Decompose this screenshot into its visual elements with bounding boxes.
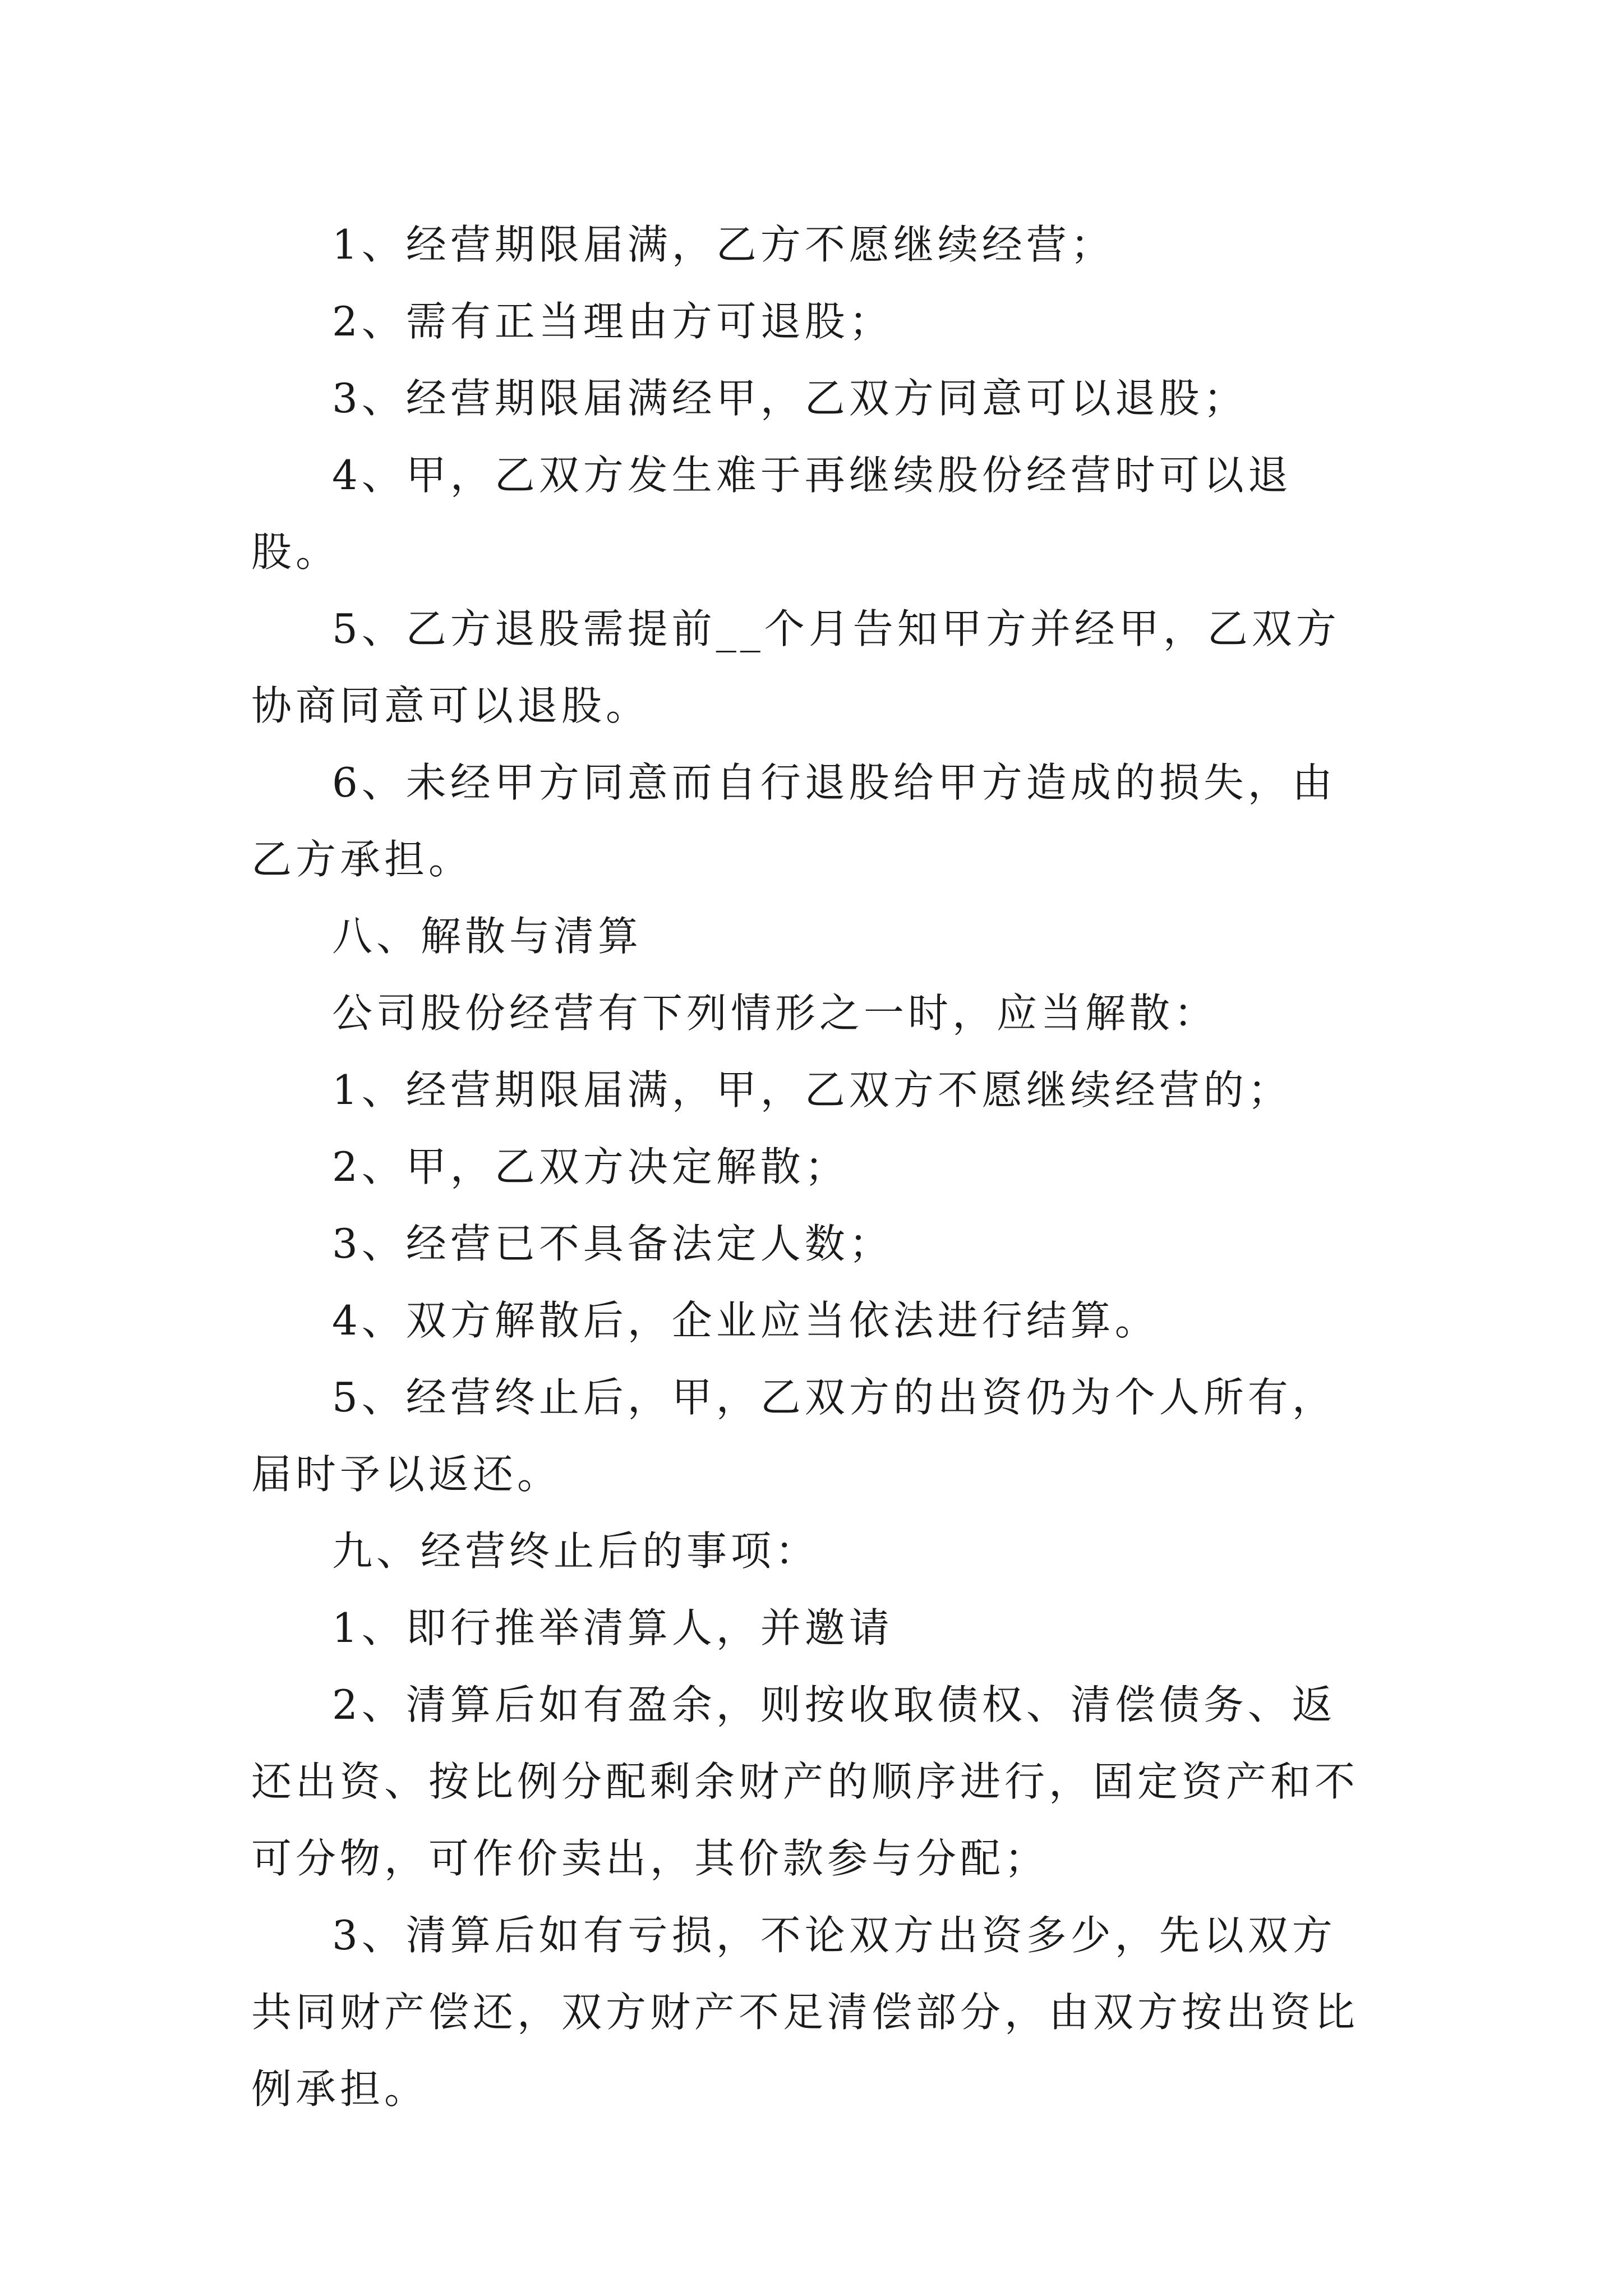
document-body: [251, 206, 1378, 2128]
clause-paragraph: 公司股份经营有下列情形之一时，应当解散：: [332, 990, 1219, 1037]
clause-paragraph: 2、甲，乙双方决定解散；: [332, 1143, 849, 1190]
clause-paragraph: 6、未经甲方同意而自行退股给甲方造成的损失，由乙方承担。: [251, 759, 1336, 883]
clause-paragraph: 1、即行推举清算人，并邀请: [332, 1604, 893, 1651]
clause-paragraph: 3、经营已不具备法定人数；: [332, 1220, 893, 1267]
clause-paragraph: 2、需有正当理由方可退股；: [332, 298, 893, 345]
section-heading: 八、解散与清算: [332, 913, 643, 960]
clause-paragraph: 2、清算后如有盈余，则按收取债权、清偿债务、返还出资、按比例分配剩余财产的顺序进行，固定资产和不可分物，可作价卖出，其价款参与分配；: [251, 1681, 1359, 1882]
clause-paragraph: 3、清算后如有亏损，不论双方出资多少，先以双方共同财产偿还，双方财产不足清偿部分，由双方按出资比例承担。: [251, 1912, 1359, 2113]
section-heading: 九、经营终止后的事项：: [332, 1527, 820, 1575]
clause-paragraph: 1、经营期限届满，乙方不愿继续经营；: [332, 221, 1115, 268]
clause-paragraph: 4、双方解散后，企业应当依法进行结算。: [332, 1297, 1159, 1344]
clause-paragraph: 1、经营期限届满，甲，乙双方不愿继续经营的；: [332, 1066, 1292, 1114]
clause-paragraph: 5、经营终止后，甲，乙双方的出资仍为个人所有，届时予以返还。: [251, 1374, 1336, 1498]
clause-paragraph: 5、乙方退股需提前__个月告知甲方并经甲，乙双方协商同意可以退股。: [251, 605, 1340, 729]
clause-paragraph: 3、经营期限届满经甲，乙双方同意可以退股；: [332, 375, 1248, 422]
clause-paragraph: 4、甲，乙双方发生难于再继续股份经营时可以退股。: [251, 452, 1292, 576]
